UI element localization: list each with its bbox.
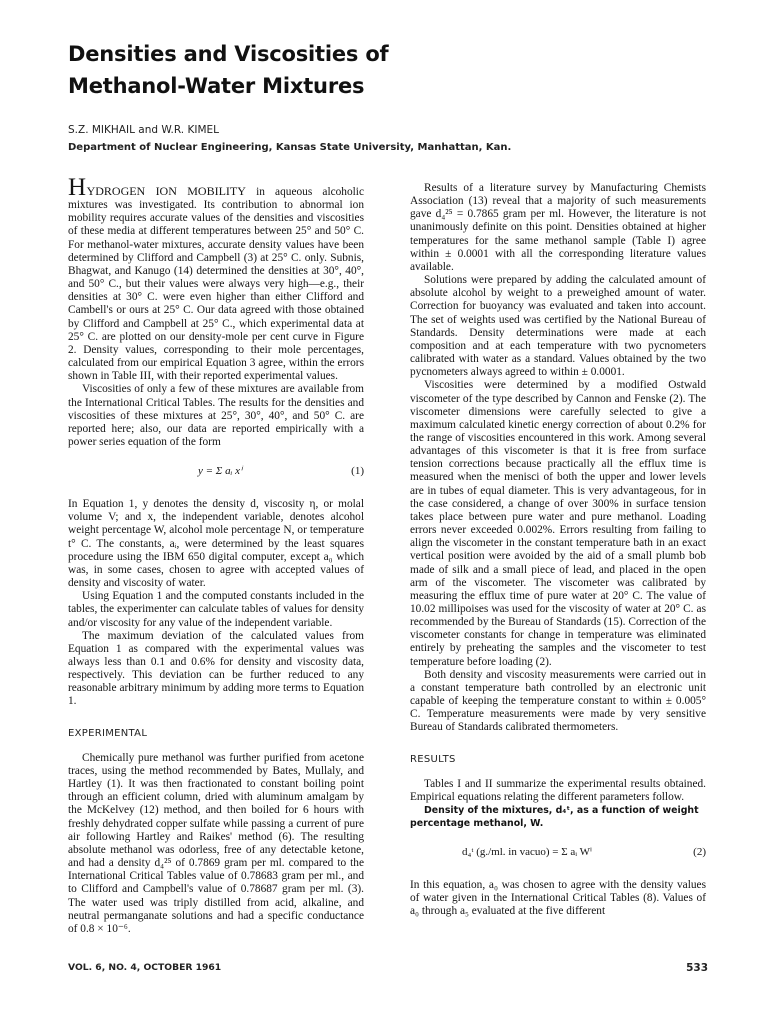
right-column <box>410 182 706 919</box>
paragraph: Viscosities were determined by a modified Ostwald viscometer of the type described by Cannon and Fenske (2). The viscometer dimensions were carefully selected to give a maximum calculated kinetic energy correction of about 0.2% for the range of viscosities encountered in this work. Among several advantages of this viscometer is that it is free from surface tension corrections because practically all the efflux time is measured when the menisci of both the upper and lower levels are in tubes of equal diameter. This is very advantageous, for in the case considered, a change of over 300% in surface tension takes place between pure water and pure methanol. Loading errors never exceeded 0.002%. Errors resulting from failing to align the viscometer in the constant temperature bath in an exact vertical position were avoided by the aid of a small plumb bob made of silk and a small piece of lead, and placed in the open arm of the viscometer. The viscometer was calibrated by measuring the efflux time of pure water at 20° C. The value of 10.02 millipoises was used for the viscosity of water at 20° C. as recommended by the Bureau of Standards (15). Correction of the viscometer constants for change in temperature was eliminated entirely by preheating the samples and the viscometer to test temperature before loading (2). <box>410 379 706 668</box>
authors: S.Z. MIKHAIL and W.R. KIMEL <box>68 124 220 136</box>
drop-cap: H <box>68 174 87 201</box>
intro-text: in aqueous alcoholic mixtures was investigated. Its contribution to abnormal ion mobility requires accurate values of the densities and viscosities of these media at different temperatures between 25° and 50° C. For methanol-water mixtures, accurate density values have been determined by Clifford and Campbell (3) at 25° C. only. Subnis, Bhagwat, and Kanugo (14) determined the densities at 30°, 40°, and 50° C., but their values were always very high—e.g., their densities at 30° C. were even higher than either Clifford and Cambell's or ours at 25° C. Our data agreed with those obtained by Clifford and Campbell at 25° C., which experimental data at 25° C. are plotted on our density-mole per cent curve in Figure 2. Density values, corresponding to their mole percentages, calculated from our empirical Equation 3 agree, within the errors shown in Table III, with their reported experimental values. <box>68 186 364 383</box>
paragraph: Chemically pure methanol was further purified from acetone traces, using the method recommended by Bates, Mullaly, and Hartley (1). It was then fractionated to constant boiling point through an efficient column, dried with aluminum amalgam by the McKelvey (12) method, and then boiled for 6 hours with freshly dehydrated copper sulfate while passing a current of pure air following Hartley and Raikes' method (6). The resulting absolute methanol was odorless, free of any detectable ketone, and had a density d₄²⁵ of 0.7869 gram per ml. compared to the International Critical Tables value of 0.78683 gram per ml., and to Clifford and Campbell's value of 0.78687 gram per ml. (3). The water used was triply distilled from acid, alkaline, and neutral permanganate solutions and had a specific conductance of 0.8 × 10⁻⁶. <box>68 751 364 935</box>
affiliation: Department of Nuclear Engineering, Kansas State University, Manhattan, Kan. <box>68 142 512 153</box>
paragraph: Viscosities of only a few of these mixtures are available from the International Critical Tables. The results for the densities and viscosities of these mixtures at 25°, 30°, 40°, and 50° C. are reported here; also, our data are reported empirically with a power series equation of the form <box>68 383 364 448</box>
journal-issue: VOL. 6, NO. 4, OCTOBER 1961 <box>68 962 222 973</box>
paragraph: In this equation, a₀ was chosen to agree with the density values of water given in the International Critical Tables (8). Values of a₀ through a₅ evaluated at the five different <box>410 879 706 918</box>
title-line-1: Densities and Viscosities of <box>68 42 389 66</box>
lead-in-smallcaps: YDROGEN ION MOBILITY <box>86 184 246 198</box>
paragraph: Using Equation 1 and the computed constants included in the tables, the experimenter can calculate tables of values for density and/or viscosity for any value of the independent variable. <box>68 590 364 629</box>
paragraph: Results of a literature survey by Manufacturing Chemists Association (13) reveal that a majority of such measurements gave d₄²⁵ = 0.7865 gram per ml. However, the literature is not unanimously definite on this point. Densities obtained at higher temperatures for the same methanol sample (Table I) agree within ± 0.0001 with all the corresponding literature values available. <box>410 182 706 273</box>
paragraph: Tables I and II summarize the experimental results obtained. Empirical equations relating the different parameters follow. <box>410 777 706 803</box>
equation-2-number: (2) <box>693 846 706 859</box>
title-line-2: Methanol-Water Mixtures <box>68 74 365 98</box>
paragraph: The maximum deviation of the calculated values from Equation 1 as compared with the experimental values was always less than 0.1 and 0.6% for density and viscosity data, respectively. This deviation can be further reduced to any reasonable arbitrary minimum by adding more terms to Equation 1. <box>68 629 364 708</box>
equation-1-expression: y = Σ aᵢ xⁱ <box>198 465 242 478</box>
left-column <box>68 174 364 936</box>
equation-2-expression: d₄ᵗ (g./ml. in vacuo) = Σ aᵢ Wⁱ <box>462 846 592 859</box>
article-title <box>68 38 708 102</box>
section-heading-experimental: EXPERIMENTAL <box>68 727 148 739</box>
paragraph: In Equation 1, y denotes the density d, viscosity η, or molal volume V; and x, the independent variable, denotes alcohol weight percentage W, alcohol mole percentage N, or temperature t° C. The constants, aᵢ, were determined by the least squares procedure using the IBM 650 digital computer, except a₀ which was, in some cases, chosen to agree with accepted values of density and viscosity of water. <box>68 498 364 590</box>
paragraph: Both density and viscosity measurements were carried out in a constant temperature bath controlled by an electronic unit capable of keeping the temperature constant to within ± 0.005° C. Temperature measurements were made by very sensitive Bureau of Standards calibrated thermometers. <box>410 668 706 734</box>
paragraph: Solutions were prepared by adding the calculated amount of absolute alcohol by weight to a preweighed amount of water. Correction for buoyancy was evaluated and taken into account. The set of weights used was certified by the National Bureau of Standards. Density determinations were made at each composition and at each temperature with two pycnometers calibrated with water as a standard. Values obtained by the two pycnometers always agreed to within ± 0.0001. <box>410 274 706 379</box>
section-heading-results: RESULTS <box>410 753 456 765</box>
equation-1 <box>68 463 364 483</box>
page-number: 533 <box>686 962 708 974</box>
equation-2 <box>410 844 706 864</box>
equation-1-number: (1) <box>351 465 364 478</box>
intro-paragraph <box>68 174 364 383</box>
subsection-heading: Density of the mixtures, d₄ᵗ, as a function of weight percentage methanol, W. <box>410 805 699 830</box>
